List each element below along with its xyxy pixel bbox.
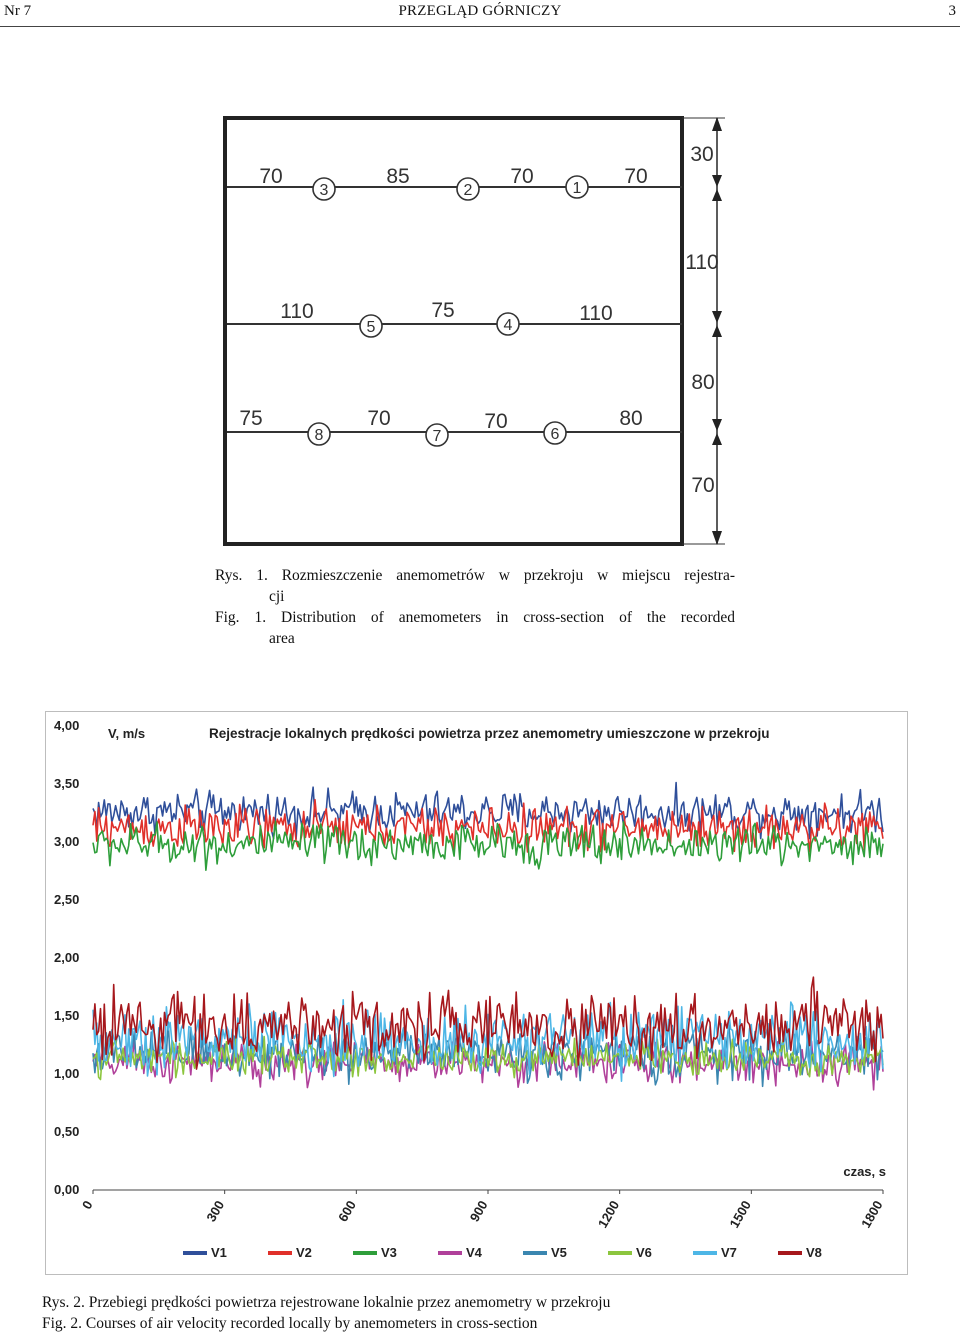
chart-title: Rejestracje lokalnych prędkości powietrza przez anemometry umieszczone w przekroju bbox=[209, 726, 770, 741]
x-tick-label: 300 bbox=[203, 1198, 228, 1225]
svg-text:8: 8 bbox=[314, 427, 324, 444]
legend-label: V8 bbox=[806, 1245, 822, 1260]
x-tick-label: 1200 bbox=[594, 1198, 623, 1231]
y-tick-label: 2,00 bbox=[54, 950, 80, 965]
legend-label: V5 bbox=[551, 1245, 567, 1260]
anemometer-marker bbox=[426, 424, 448, 446]
dimension-label: 30 bbox=[690, 143, 714, 166]
distance-label: 70 bbox=[484, 410, 508, 433]
svg-text:4: 4 bbox=[503, 317, 513, 334]
svg-text:2: 2 bbox=[463, 182, 473, 199]
distance-label: 85 bbox=[386, 165, 410, 188]
x-tick-label: 1500 bbox=[726, 1198, 754, 1231]
legend-item bbox=[693, 1245, 737, 1260]
distance-label: 80 bbox=[619, 407, 643, 430]
issue-number: Nr 7 bbox=[4, 3, 32, 19]
legend-item bbox=[523, 1245, 567, 1260]
anemometer-marker bbox=[313, 178, 335, 200]
figure1-caption bbox=[215, 565, 735, 649]
legend-item bbox=[608, 1245, 652, 1260]
distance-label: 75 bbox=[431, 299, 455, 322]
dimension-label: 70 bbox=[691, 474, 715, 497]
x-tick-label: 900 bbox=[466, 1198, 491, 1225]
cross-section-frame bbox=[225, 118, 682, 544]
svg-text:1: 1 bbox=[572, 180, 582, 197]
y-tick-label: 4,00 bbox=[54, 718, 80, 733]
x-tick-label: 600 bbox=[335, 1198, 359, 1225]
distance-label: 70 bbox=[367, 407, 391, 430]
caption-pl: Rys. 2. Przebiegi prędkości powietrza rejestrowane lokalnie przez anemometry w przekroju bbox=[42, 1294, 611, 1311]
dimension-label: 80 bbox=[691, 371, 715, 394]
legend-item bbox=[183, 1245, 227, 1260]
legend-item bbox=[778, 1245, 822, 1260]
y-axis-label: V, m/s bbox=[108, 726, 146, 741]
dimension-label: 110 bbox=[685, 251, 719, 274]
distance-label: 70 bbox=[510, 165, 534, 188]
y-tick-label: 0,00 bbox=[54, 1182, 80, 1197]
legend-item bbox=[353, 1245, 397, 1260]
anemometer-marker bbox=[566, 176, 588, 198]
y-tick-label: 1,50 bbox=[54, 1008, 80, 1023]
y-tick-label: 2,50 bbox=[54, 892, 80, 907]
svg-text:6: 6 bbox=[550, 426, 560, 443]
anemometer-marker bbox=[457, 178, 479, 200]
legend-label: V1 bbox=[211, 1245, 227, 1260]
legend-item bbox=[438, 1245, 483, 1260]
page-number: 3 bbox=[948, 3, 956, 19]
y-tick-label: 3,50 bbox=[54, 776, 80, 791]
caption-en: Fig. 2. Courses of air velocity recorded locally by anemometers in cross-section bbox=[42, 1315, 538, 1332]
y-tick-label: 3,00 bbox=[54, 834, 80, 849]
anemometer-marker bbox=[497, 313, 519, 335]
caption-en-line2: area bbox=[269, 630, 295, 647]
anemometer-layout-diagram bbox=[215, 105, 735, 550]
distance-label: 110 bbox=[280, 300, 314, 323]
running-header bbox=[0, 0, 960, 27]
legend-label: V7 bbox=[721, 1245, 737, 1260]
distance-label: 75 bbox=[239, 407, 263, 430]
caption-pl-line1: Rys. 1. Rozmieszczenie anemometrów w przekroju w miejscu rejestra- bbox=[215, 567, 735, 584]
x-tick-label: 1800 bbox=[858, 1198, 886, 1231]
x-axis-label: czas, s bbox=[843, 1164, 886, 1179]
anemometer-marker bbox=[544, 422, 566, 444]
caption-en-line1: Fig. 1. Distribution of anemometers in cross-section of the recorded bbox=[215, 609, 735, 626]
y-tick-label: 1,00 bbox=[54, 1066, 80, 1081]
journal-title: PRZEGLĄD GÓRNICZY bbox=[398, 3, 562, 19]
distance-label: 70 bbox=[624, 165, 648, 188]
anemometer-marker bbox=[360, 315, 382, 337]
legend-label: V6 bbox=[636, 1245, 652, 1260]
legend-label: V2 bbox=[296, 1245, 312, 1260]
figure2-caption bbox=[42, 1292, 942, 1334]
legend-label: V3 bbox=[381, 1245, 397, 1260]
caption-pl-line2: cji bbox=[269, 588, 285, 605]
velocity-chart bbox=[45, 711, 908, 1275]
chart-canvas bbox=[46, 712, 907, 1274]
distance-label: 70 bbox=[259, 165, 283, 188]
svg-text:3: 3 bbox=[319, 182, 329, 199]
legend-label: V4 bbox=[466, 1245, 482, 1260]
distance-label: 110 bbox=[579, 302, 613, 325]
svg-text:5: 5 bbox=[366, 319, 376, 336]
anemometer-marker bbox=[308, 423, 330, 445]
svg-text:7: 7 bbox=[432, 428, 442, 445]
y-tick-label: 0,50 bbox=[54, 1124, 80, 1139]
x-tick-label: 0 bbox=[78, 1198, 96, 1212]
legend-item bbox=[268, 1245, 312, 1260]
